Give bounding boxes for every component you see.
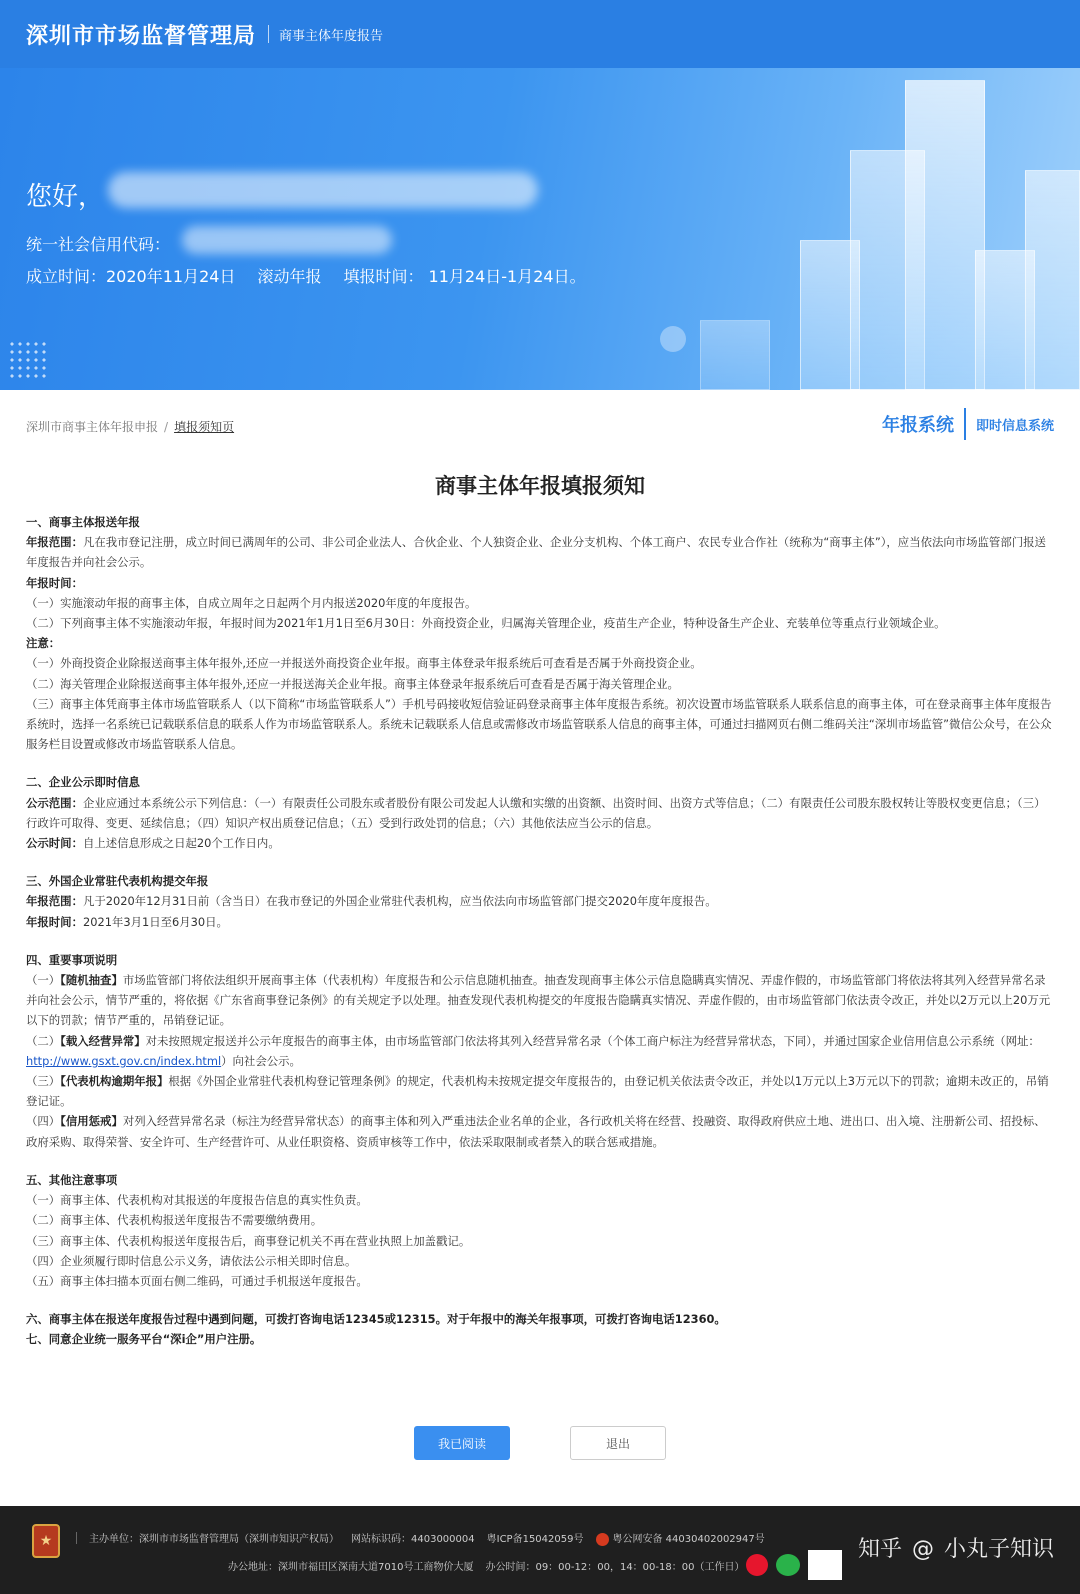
paragraph-text: 凡于2020年12月31日前（含当日）在我市登记的外国企业常驻代表机构，应当依法向市场监管部门提交2020年度年度报告。 xyxy=(82,894,717,909)
field-label: 公示范围： xyxy=(26,795,83,810)
site-footer xyxy=(0,1506,1080,1594)
spacer xyxy=(26,1152,1056,1170)
notice-document xyxy=(26,512,1056,1350)
footer-hours: 办公时间：09：00-12：00，14：00-18：00（工作日） xyxy=(485,1562,745,1573)
established-date: 成立时间：2020年11月24日 xyxy=(26,267,236,286)
welcome-banner xyxy=(0,68,1080,390)
agency-brand[interactable]: 深圳市市场监督管理局 xyxy=(26,23,257,49)
paragraph: （四）企业须履行即时信息公示义务，请依法公示相关即时信息。 xyxy=(26,1253,357,1268)
item-number: （四） xyxy=(26,1114,61,1129)
read-confirm-button[interactable]: 我已阅读 xyxy=(414,1426,510,1460)
paragraph: （三）商事主体、代表机构报送年度报告后，商事登记机关不再在营业执照上加盖戳记。 xyxy=(26,1233,471,1248)
police-badge-icon xyxy=(596,1533,609,1546)
breadcrumb-current[interactable]: 填报须知页 xyxy=(174,420,235,434)
footer-line-2 xyxy=(228,1558,744,1573)
paragraph: （三）商事主体凭商事主体市场监管联系人（以下简称“市场监管联系人”）手机号码接收短信验证码登录商事主体年度报告系统。初次设置市场监管联系人联系信息的商事主体，可在登录商事主体年度报告系统时，选择一名系统已记载联系信息的联系人作为市场监管联系人。系统未记载联系人信息或需修改市场监管联系人信息的商事主体，可通过扫描网页右侧二维码关注“深圳市场监管”微信公众号，在公众服务栏目设置或修改市场监管联系人信息。 xyxy=(26,696,1052,752)
paragraph-text: 2021年3月1日至6月30日。 xyxy=(82,914,228,929)
spacer xyxy=(26,1291,1056,1309)
footer-address: 办公地址：深圳市福田区深南大道7010号工商物价大厦 xyxy=(228,1562,474,1573)
paragraph-text: ）向社会公示。 xyxy=(221,1053,301,1068)
qr-code-icon xyxy=(808,1550,842,1580)
section-heading: 二、企业公示即时信息 xyxy=(26,775,140,790)
tab-instant-info[interactable]: 即时信息系统 xyxy=(975,418,1054,434)
header-divider xyxy=(268,25,269,43)
top-header xyxy=(0,0,1080,68)
building-graphic xyxy=(700,320,770,390)
spacer xyxy=(26,853,1056,871)
paragraph xyxy=(26,912,1056,932)
building-graphic xyxy=(905,80,985,390)
spacer xyxy=(26,754,1056,772)
paragraph-text: 自上述信息形成之日起20个工作日内。 xyxy=(82,836,280,851)
footer-police-text: 粤公网安备 44030402002947号 xyxy=(612,1534,765,1545)
paragraph-text: 市场监管部门将依法组织开展商事主体（代表机构）年度报告和公示信息随机抽查。抽查发现商事主体公示信息隐瞒真实情况、弄虚作假的，市场监管部门将依法将其列入经营异常名录并向社会公示，情节严重的，将依据《广东省商事登记条例》的有关规定予以处理。抽查发现代表机构提交的年度报告隐瞒真实情况、弄虚作假的，由市场监管部门依法责令改正，并处以2万元以上20万元以下的罚款；情节严重的，吊销登记证。 xyxy=(26,973,1051,1028)
paragraph-text: 根据《外国企业常驻代表机构登记管理条例》的规定，代表机构未按规定提交年度报告的，由登记机关依法责令改正，并处以1万元以上3万元以下的罚款；逾期未改正的，吊销登记证。 xyxy=(26,1074,1049,1109)
system-switcher xyxy=(882,408,1054,440)
item-tag: 【随机抽查】 xyxy=(60,973,123,988)
spacer xyxy=(26,932,1056,950)
paragraph-text: 企业应通过本系统公示下列信息：（一）有限责任公司股东或者股份有限公司发起人认缴和实缴的出资额、出资时间、出资方式等信息；（二）有限责任公司股东股权转让等股权变更信息；（三）行政许可取得、变更、延续信息；（四）知识产权出质登记信息；（五）受到行政处罚的信息；（六）其他依法应当公示的信息。 xyxy=(26,795,1046,830)
section-heading: 七、同意企业统一服务平台“深i企”用户注册。 xyxy=(26,1332,262,1347)
section-heading: 一、商事主体报送年报 xyxy=(26,515,140,529)
footer-icp[interactable]: 粤ICP备15042059号 xyxy=(486,1534,584,1546)
paragraph-text: 凡在我市登记注册，成立时间已满周年的公司、非公司企业法人、合伙企业、个人独资企业、企业分支机构、个体工商户、农民专业合作社（统称为“商事主体”），应当依法向市场监管部门报送年度报告并向社会公示。 xyxy=(26,535,1046,570)
wechat-icon[interactable] xyxy=(776,1554,800,1576)
paragraph xyxy=(26,833,1056,853)
decor-dots xyxy=(8,340,46,378)
page-title: 商事主体年报填报须知 xyxy=(435,474,645,498)
breadcrumb-separator: / xyxy=(164,420,169,434)
greeting: 您好， xyxy=(26,182,105,212)
footer-line-1 xyxy=(76,1530,765,1546)
sub-navigation xyxy=(0,390,1080,450)
item-tag: 【代表机构逾期年报】 xyxy=(60,1074,169,1089)
footer-police[interactable] xyxy=(596,1530,765,1546)
report-info xyxy=(26,264,586,287)
section-heading: 四、重要事项说明 xyxy=(26,952,118,967)
redacted-credit-code xyxy=(182,226,392,254)
watermark-user: 小丸子知识 xyxy=(943,1537,1054,1562)
footer-divider xyxy=(76,1532,77,1544)
field-label: 年报范围： xyxy=(26,535,83,550)
breadcrumb-home[interactable]: 深圳市商事主体年报申报 xyxy=(26,420,159,434)
gsxt-link[interactable]: http://www.gsxt.gov.cn/index.html xyxy=(26,1053,222,1068)
decor-circle xyxy=(660,326,686,352)
breadcrumb xyxy=(26,418,234,435)
watermark xyxy=(858,1532,1054,1563)
weibo-icon[interactable] xyxy=(746,1554,768,1576)
fill-time: 填报时间： 11月24日-1月24日。 xyxy=(343,267,586,286)
paragraph: （一）实施滚动年报的商事主体，自成立周年之日起两个月内报送2020年度的年度报告。 xyxy=(26,595,477,610)
footer-site-id: 网站标识码：4403000004 xyxy=(351,1534,475,1546)
item-number: （一） xyxy=(26,973,61,988)
police-emblem-icon: ★ xyxy=(32,1524,60,1558)
credit-code-label: 统一社会信用代码： xyxy=(26,235,171,254)
field-label: 年报时间： xyxy=(26,575,83,590)
paragraph: （一）外商投资企业除报送商事主体年报外,还应一并报送外商投资企业年报。商事主体登录年报系统后可查看是否属于外商投资企业。 xyxy=(26,656,702,671)
item-number: （三） xyxy=(26,1074,61,1089)
paragraph: （五）商事主体扫描本页面右侧二维码，可通过手机报送年度报告。 xyxy=(26,1273,368,1288)
paragraph: （二）海关管理企业除报送商事主体年报外,还应一并报送海关企业年报。商事主体登录年报系统后可查看是否属于海关管理企业。 xyxy=(26,676,679,691)
rolling-report: 滚动年报 xyxy=(257,267,322,286)
paragraph-text: 对列入经营异常名录（标注为经营异常状态）的商事主体和列入严重违法企业名单的企业，各行政机关将在经营、投融资、取得政府供应土地、进出口、出入境、注册新公司、招投标、政府采购、取得荣誉、安全许可、生产经营许可、从业任职资格、资质审核等工作中，依法采取限制或者禁入的联合惩戒措施。 xyxy=(26,1114,1046,1149)
section-heading: 五、其他注意事项 xyxy=(26,1172,118,1187)
paragraph xyxy=(26,1071,1056,1111)
section-heading: 三、外国企业常驻代表机构提交年报 xyxy=(26,874,209,889)
paragraph: （二）下列商事主体不实施滚动年报，年报时间为2021年1月1日至6月30日：外商投资企业，归属海关管理企业，疫苗生产企业，特种设备生产企业、充装单位等重点行业领域企业。 xyxy=(26,616,946,631)
item-number: （二） xyxy=(26,1033,61,1048)
paragraph xyxy=(26,891,1056,911)
footer-host: 主办单位：深圳市市场监督管理局（深圳市知识产权局） xyxy=(89,1534,339,1546)
building-graphic xyxy=(1025,170,1080,390)
exit-button[interactable]: 退出 xyxy=(570,1426,666,1460)
paragraph: （一）商事主体、代表机构对其报送的年度报告信息的真实性负责。 xyxy=(26,1193,368,1208)
paragraph xyxy=(26,532,1056,572)
paragraph: （二）商事主体、代表机构报送年度报告不需要缴纳费用。 xyxy=(26,1213,323,1228)
watermark-site: 知乎 xyxy=(857,1537,902,1562)
item-tag: 【信用惩戒】 xyxy=(60,1114,123,1129)
field-label: 年报时间： xyxy=(26,914,83,929)
field-label: 公示时间： xyxy=(26,836,83,851)
paragraph xyxy=(26,793,1056,833)
item-tag: 【载入经营异常】 xyxy=(60,1033,146,1048)
paragraph xyxy=(26,1111,1056,1151)
paragraph xyxy=(26,970,1056,1031)
tab-annual-report[interactable]: 年报系统 xyxy=(881,415,954,436)
field-label: 注意： xyxy=(26,636,61,651)
system-divider xyxy=(964,408,966,440)
field-label: 年报范围： xyxy=(26,894,83,909)
redacted-company-name xyxy=(108,172,538,208)
section-heading: 六、商事主体在报送年度报告过程中遇到问题，可拨打咨询电话12345或12315。对于年报中的海关年报事项，可拨打咨询电话12360。 xyxy=(26,1312,726,1327)
paragraph xyxy=(26,1031,1056,1071)
watermark-at: @ xyxy=(911,1537,934,1562)
paragraph-text: 对未按照规定报送并公示年度报告的商事主体，由市场监管部门依法将其列入经营异常名录（个体工商户标注为经营异常状态，下同），并通过国家企业信用信息公示系统（网址： xyxy=(145,1033,1040,1048)
header-subtitle: 商事主体年度报告 xyxy=(279,28,384,44)
